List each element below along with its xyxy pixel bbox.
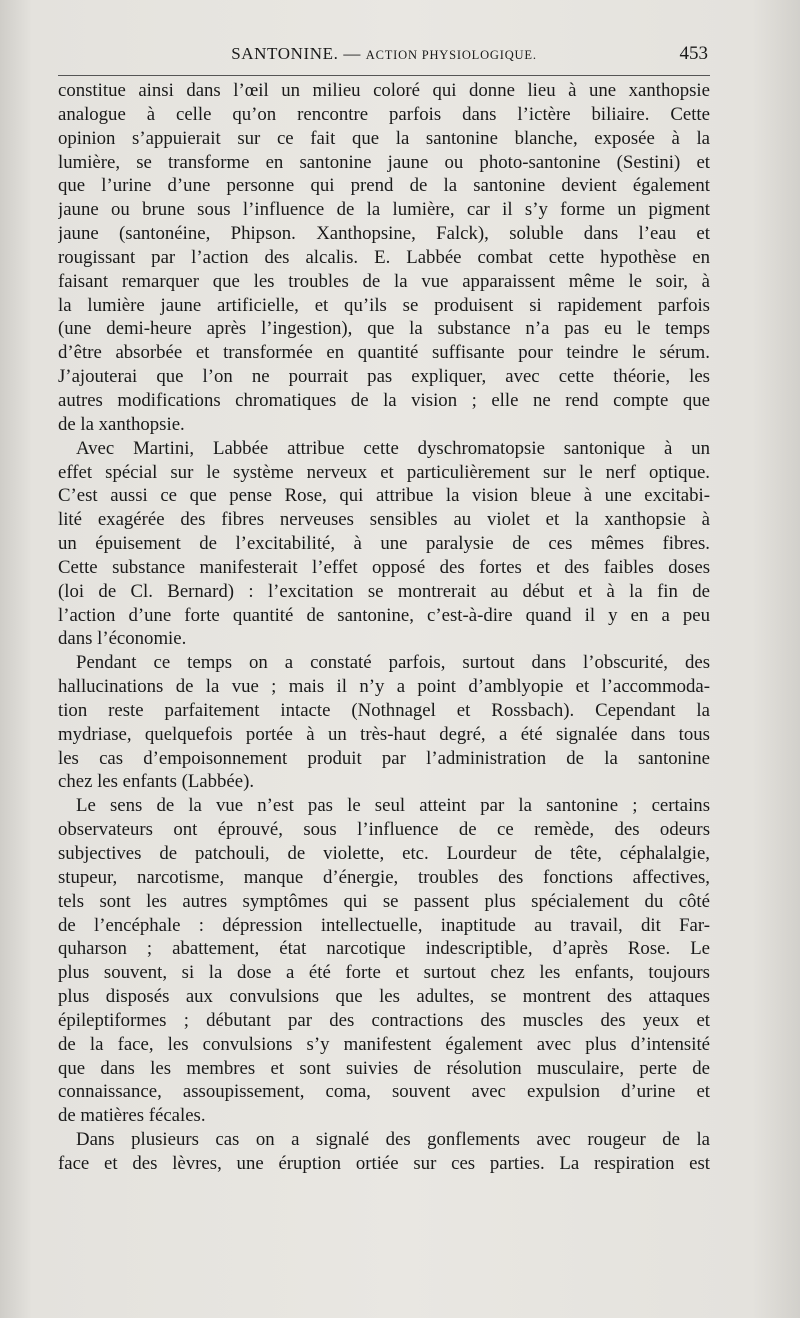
text-line: rougissant par l’action des alcalis. E. Labbée combat cette hypothèse en [58,246,710,268]
text-line: d’être absorbée et transformée en quantité suffisante pour teindre le sérum. [58,342,710,364]
text-line: lumière, se transforme en santonine jaune ou photo-santonine (Sestini) et [58,151,710,173]
text-line: C’est aussi ce que pense Rose, qui attribue la vision bleue à une excitabi- [58,485,710,507]
text-line: hallucinations de la vue ; mais il n’y a point d’amblyopie et l’accommoda- [58,676,710,698]
text-line: (une demi-heure après l’ingestion), que la substance n’a pas eu le temps [58,318,710,340]
chapter-title: SANTONINE. [231,44,339,63]
text-line: tion reste parfaitement intacte (Nothnagel et Rossbach). Cependant la [58,699,710,721]
text-line: de la xanthopsie. [58,413,185,435]
page-number: 453 [679,43,708,64]
header-rule [58,75,710,76]
text-line: plus disposés aux convulsions que les adultes, se montrent des attaques [58,986,710,1008]
text-line: épileptiformes ; débutant par des contractions des muscles des yeux et [58,1009,710,1031]
text-line: de la face, les convulsions s’y manifestent également avec plus d’intensité [58,1033,710,1055]
text-line: l’action d’une forte quantité de santonine, c’est-à-dire quand il y en a peu [58,604,710,626]
text-line: la lumière jaune artificielle, et qu’ils se produisent si rapidement parfois [58,294,710,316]
text-line: lité exagérée des fibres nerveuses sensibles au violet et la xanthopsie à [58,509,710,531]
body-text [58,79,710,1176]
text-line: que dans les membres et sont suivies de résolution musculaire, perte de [58,1057,710,1079]
text-line: stupeur, narcotisme, manque d’énergie, troubles des fonctions affectives, [58,866,710,888]
text-line: dans l’économie. [58,628,187,650]
text-line: autres modifications chromatiques de la vision ; elle ne rend compte que [58,389,710,411]
text-line: jaune (santonéine, Phipson. Xanthopsine, Falck), soluble dans l’eau et [58,223,710,245]
text-line: Cette substance manifesterait l’effet opposé des fortes et des faibles doses [58,556,710,578]
text-line: de matières fécales. [58,1105,206,1127]
text-line: tels sont les autres symptômes qui se passent plus spécialement du côté [58,890,710,912]
text-line: les cas d’empoisonnement produit par l’administration de la santonine [58,747,710,769]
text-line: un épuisement de l’excitabilité, à une paralysie de ces mêmes fibres. [58,533,710,555]
text-line: (loi de Cl. Bernard) : l’excitation se montrerait au début et à la fin de [58,580,710,602]
text-line: quharson ; abattement, état narcotique indescriptible, d’après Rose. Le [58,938,710,960]
text-line: connaissance, assoupissement, coma, souvent avec expulsion d’urine et [58,1081,710,1103]
text-line: effet spécial sur le système nerveux et particulièrement sur le nerf optique. [58,461,710,483]
text-line: Pendant ce temps on a constaté parfois, surtout dans l’obscurité, des [76,652,710,674]
text-line: Le sens de la vue n’est pas le seul atteint par la santonine ; certains [76,795,710,817]
text-line: de l’encéphale : dépression intellectuelle, inaptitude au travail, dit Far- [58,914,710,936]
running-header [58,40,710,76]
text-line: que l’urine d’une personne qui prend de la santonine devient également [58,175,710,197]
text-line: mydriase, quelquefois portée à un très-haut degré, a été signalée dans tous [58,723,710,745]
title-dash: — [338,44,366,63]
section-title: ACTION PHYSIOLOGIQUE. [365,48,537,62]
text-line: Dans plusieurs cas on a signalé des gonflements avec rougeur de la [76,1129,710,1151]
running-title [58,44,710,64]
text-line: plus souvent, si la dose a été forte et surtout chez les enfants, toujours [58,962,710,984]
text-line: subjectives de patchouli, de violette, etc. Lourdeur de tête, céphalalgie, [58,843,710,864]
text-line: opinion s’appuierait sur ce fait que la santonine blanche, exposée à la [58,127,710,149]
text-line: J’ajouterai que l’on ne pourrait pas expliquer, avec cette théorie, les [58,366,710,388]
text-line: observateurs ont éprouvé, sous l’influence de ce remède, des odeurs [58,819,710,841]
text-line: Avec Martini, Labbée attribue cette dyschromatopsie santonique à un [76,437,710,459]
text-line: analogue à celle qu’on rencontre parfois dans l’ictère biliaire. Cette [58,103,710,125]
text-line: face et des lèvres, une éruption ortiée sur ces parties. La respiration est [58,1152,710,1174]
text-line: chez les enfants (Labbée). [58,771,255,793]
text-line: faisant remarquer que les troubles de la vue apparaissent même le soir, à [58,270,710,292]
text-line: constitue ainsi dans l’œil un milieu coloré qui donne lieu à une xanthopsie [58,80,710,101]
text-line: jaune ou brune sous l’influence de la lumière, car il s’y forme un pigment [58,199,710,221]
